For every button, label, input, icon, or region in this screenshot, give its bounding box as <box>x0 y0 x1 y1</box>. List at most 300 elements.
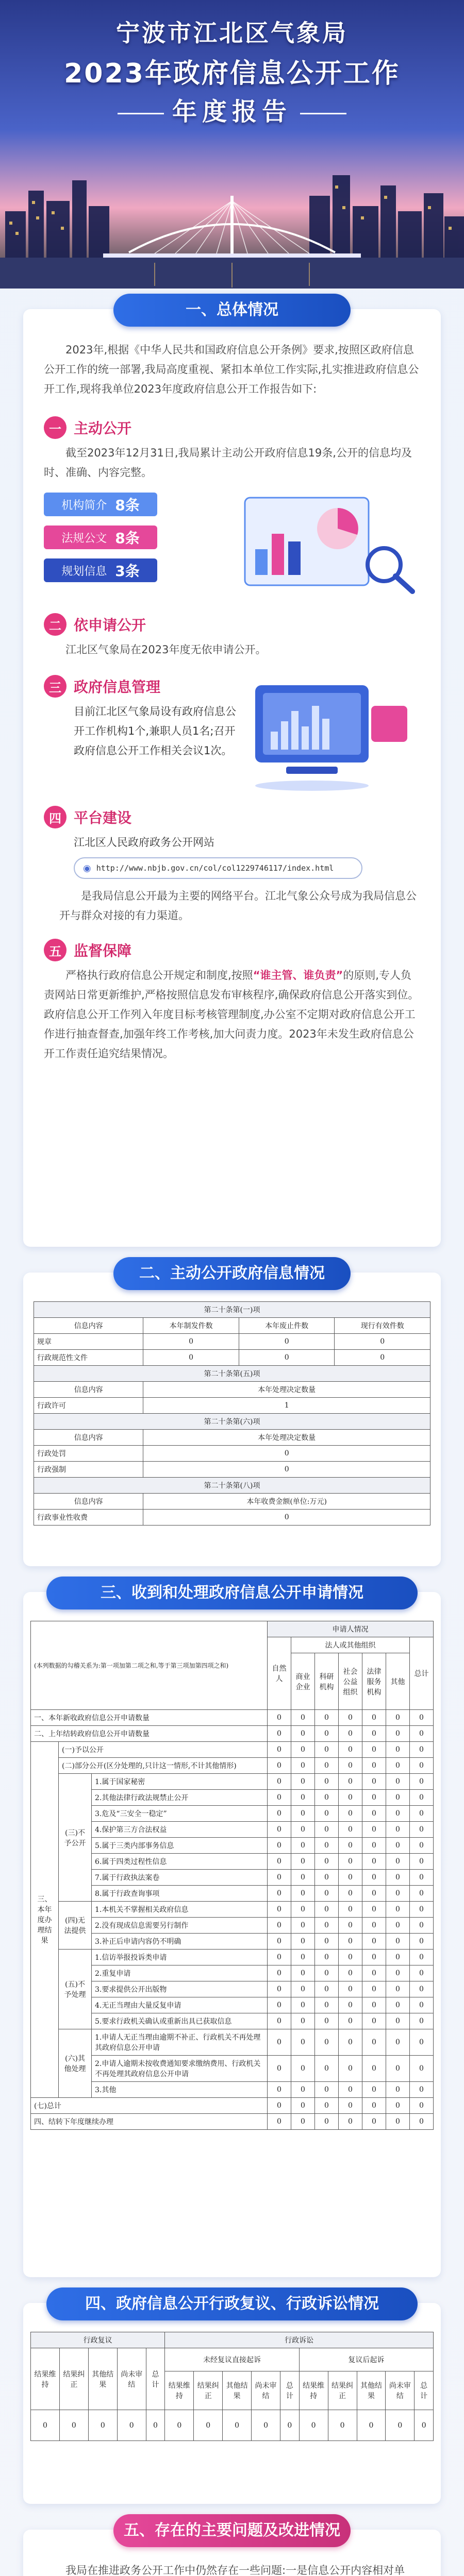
table-col-header: 结果维持 <box>165 2371 194 2410</box>
table-cell: 2.重复申请 <box>92 1965 268 1981</box>
hero-title-year: 2023年政府信息公开工作 <box>64 58 400 89</box>
table-cell: 0 <box>291 2082 315 2098</box>
table-cell: 0 <box>386 1806 410 1822</box>
table-cell: 0 <box>386 1870 410 1886</box>
stat-value: 3条 <box>115 563 140 580</box>
table-cell: 0 <box>268 1870 291 1886</box>
title-divider-right <box>300 113 346 114</box>
hero-title-org: 宁波市江北区气象局 <box>116 19 348 47</box>
table-cell: 0 <box>386 1902 410 1918</box>
section-review-litigation <box>23 2295 441 2504</box>
table-cell: 行政规范性文件 <box>34 1350 143 1366</box>
sub-number-badge: 三 <box>44 675 67 698</box>
sub-number-badge: 四 <box>44 806 67 828</box>
table-cell: 0 <box>410 1981 434 1997</box>
table-cell: 0 <box>339 1774 362 1790</box>
table-col-header: 其他结果 <box>88 2348 117 2410</box>
table-cell: 0 <box>410 1870 434 1886</box>
table-cell: 0 <box>386 1822 410 1838</box>
table-cell: 2.没有现成信息需要另行制作 <box>92 1918 268 1934</box>
table-cell: 0 <box>315 2029 339 2056</box>
table-col-header: 法律服务机构 <box>362 1653 386 1710</box>
table-cell: 0 <box>386 2098 410 2114</box>
table-cell: 0 <box>315 1870 339 1886</box>
table-cell: 0 <box>268 1854 291 1870</box>
table-cell: 0 <box>386 1758 410 1774</box>
table-cell: 0 <box>362 1806 386 1822</box>
section-active-disclosure-banner: 二、主动公开政府信息情况 <box>113 1257 351 1290</box>
table-cell: 0 <box>328 2410 357 2441</box>
table-cell: 0 <box>410 1726 434 1742</box>
table-cell: 0 <box>410 1710 434 1726</box>
table-cell: 0 <box>386 2082 410 2098</box>
table-col-header: 信息内容 <box>34 1382 143 1398</box>
table-cell: 0 <box>339 1758 362 1774</box>
table-cell: 0 <box>410 1742 434 1758</box>
table-col-header: 未经复议直接起诉 <box>165 2348 299 2371</box>
table-group-header: 第二十条第(八)项 <box>34 1478 430 1494</box>
table-cell: 0 <box>362 1854 386 1870</box>
stat-pill <box>44 493 157 516</box>
table-cell: 0 <box>268 1726 291 1742</box>
table-row <box>31 1742 434 1758</box>
table-cell: 0 <box>362 2082 386 2098</box>
table-row <box>34 1510 430 1526</box>
table-cell: 规章 <box>34 1334 143 1350</box>
table-cell: 0 <box>386 2410 415 2441</box>
table-col-header: 总计 <box>410 1637 434 1710</box>
table-col-header: 尚未审结 <box>117 2348 146 2410</box>
table-cell: 0 <box>223 2410 252 2441</box>
table-cell: 0 <box>252 2410 280 2441</box>
table-cell: 0 <box>386 1918 410 1934</box>
table-cell: 0 <box>410 1902 434 1918</box>
table-cell: 0 <box>410 2029 434 2056</box>
table-cell: 0 <box>362 1774 386 1790</box>
table-cell: 行政许可 <box>34 1398 143 1414</box>
table-col-header: 自然人 <box>268 1637 291 1710</box>
table-row <box>34 1334 430 1350</box>
info-management-text: 目前江北区气象局设有政府信息公开工作机构1个,兼职人员1名;召开政府信息公开工作相关会议1次。 <box>74 705 236 757</box>
table-cell: 0 <box>386 1981 410 1997</box>
table-cell: 0 <box>386 1742 410 1758</box>
table-cell: 0 <box>339 1886 362 1902</box>
table-cell: 0 <box>410 1838 434 1854</box>
table-cell: 0 <box>268 1790 291 1806</box>
table-cell: 0 <box>239 1334 335 1350</box>
sub-title: 依申请公开 <box>74 617 146 634</box>
stat-value: 8条 <box>115 530 140 547</box>
dashboard-illustration <box>245 675 415 793</box>
table-row <box>31 1870 434 1886</box>
table-cell: 0 <box>339 1870 362 1886</box>
table-cell: 0 <box>315 1774 339 1790</box>
table-col-header: 信息内容 <box>34 1494 143 1510</box>
table-cell: 0 <box>291 1774 315 1790</box>
table-cell: 0 <box>335 1334 430 1350</box>
table-cell: 0 <box>339 1918 362 1934</box>
hero-title-report-text: 年度报告 <box>172 97 292 126</box>
active-disclosure-table <box>34 1301 430 1526</box>
table-cell: 0 <box>410 1965 434 1981</box>
table-cell: 0 <box>88 2410 117 2441</box>
table-cell: 0 <box>291 1981 315 1997</box>
section-applications-banner: 三、收到和处理政府信息公开申请情况 <box>46 1577 418 1609</box>
table-cell: 0 <box>315 1854 339 1870</box>
table-col-header: 尚未审结 <box>252 2371 280 2410</box>
table-cell: 0 <box>268 2013 291 2029</box>
table-group-header: 行政复议 <box>31 2332 165 2348</box>
table-cell: 0 <box>268 1838 291 1854</box>
table-col-header: 其他结果 <box>223 2371 252 2410</box>
table-cell: 0 <box>143 1462 430 1478</box>
table-cell: 0 <box>339 2013 362 2029</box>
table-col-header: 本年处理决定数量 <box>143 1382 430 1398</box>
table-cell: 0 <box>315 1997 339 2013</box>
table-cell: 0 <box>315 1934 339 1950</box>
table-cell: 0 <box>291 1790 315 1806</box>
table-cell: 0 <box>339 1742 362 1758</box>
table-cell: 0 <box>386 1886 410 1902</box>
table-row <box>31 2098 434 2114</box>
sub-active-disclosure <box>44 416 420 439</box>
table-col-header: 结果维持 <box>299 2371 328 2410</box>
active-disclosure-text: 截至2023年12月31日,我局累计主动公开政府信息19条,公开的信息均及时、准确、内容完整。 <box>44 447 412 479</box>
table-cell: 8.属于行政查询事项 <box>92 1886 268 1902</box>
table-cell: 0 <box>315 1806 339 1822</box>
table-col-header: 本年收费金额(单位:万元) <box>143 1494 430 1510</box>
table-cell: 0 <box>386 1950 410 1965</box>
table-col-header: 科研机构 <box>315 1653 339 1710</box>
table-cell: (五)不予处理 <box>59 1950 92 2029</box>
table-cell: 0 <box>268 1774 291 1790</box>
table-cell: 5.属于三类内部事务信息 <box>92 1838 268 1854</box>
table-cell: 0 <box>386 1838 410 1854</box>
table-col-header: 结果纠正 <box>194 2371 223 2410</box>
table-cell: 0 <box>315 1758 339 1774</box>
hero-title-report <box>0 92 464 127</box>
section-problems-banner: 五、存在的主要问题及改进情况 <box>113 2514 351 2547</box>
table-cell: 0 <box>143 1350 239 1366</box>
analytics-illustration <box>178 493 420 596</box>
table-col-header: 结果纠正 <box>59 2348 88 2410</box>
table-row <box>31 2029 434 2056</box>
table-cell: 0 <box>268 1758 291 1774</box>
supervision-text-a: 严格执行政府信息公开规定和制度,按照 <box>65 969 253 981</box>
table-col-header: 结果维持 <box>31 2348 60 2410</box>
table-cell: 0 <box>339 2098 362 2114</box>
table-cell: 0 <box>357 2410 386 2441</box>
table-row <box>31 1886 434 1902</box>
table-row <box>31 1934 434 1950</box>
table-cell: 0 <box>362 1997 386 2013</box>
table-cell: 0 <box>410 1886 434 1902</box>
table-cell: 0 <box>146 2410 165 2441</box>
table-cell: 0 <box>268 1710 291 1726</box>
table-cell: 0 <box>291 1997 315 2013</box>
table-cell: 0 <box>410 1854 434 1870</box>
sub-info-management <box>44 675 245 698</box>
hero-banner <box>0 0 464 289</box>
table-row <box>31 1838 434 1854</box>
review-litigation-table <box>30 2332 434 2441</box>
table-cell: 3.其他 <box>92 2082 268 2098</box>
table-cell: (三)不予公开 <box>59 1774 92 1902</box>
title-divider-left <box>118 113 164 114</box>
platform-text: 是我局信息公开最为主要的网络平台。江北气象公众号成为我局信息公开与群众对接的有力渠道。 <box>59 890 417 922</box>
table-group-header: 第二十条第(一)项 <box>34 1302 430 1318</box>
table-cell: 0 <box>386 1710 410 1726</box>
table-cell: 0 <box>362 1758 386 1774</box>
table-cell: 0 <box>362 1742 386 1758</box>
table-group-header: 第二十条第(五)项 <box>34 1366 430 1382</box>
table-cell: 0 <box>315 1710 339 1726</box>
table-row <box>31 1758 434 1774</box>
table-cell: 0 <box>268 2029 291 2056</box>
table-cell: 0 <box>362 2114 386 2130</box>
table-row <box>31 1774 434 1790</box>
table-cell: 0 <box>386 2114 410 2130</box>
table-col-header: 本年制发件数 <box>143 1318 239 1334</box>
table-cell: (六)其他处理 <box>59 2029 92 2098</box>
table-row <box>31 1965 434 1981</box>
table-cell: 0 <box>315 2098 339 2114</box>
table-col-header: 信息内容 <box>34 1318 143 1334</box>
table-col-header: 本年废止件数 <box>239 1318 335 1334</box>
table-cell: 0 <box>315 2114 339 2130</box>
table-cell: 0 <box>291 1870 315 1886</box>
table-cell: 0 <box>291 1742 315 1758</box>
table-cell: 0 <box>339 1726 362 1742</box>
platform-url-bar[interactable] <box>74 857 362 879</box>
table-group-header: 第二十条第(六)项 <box>34 1414 430 1430</box>
table-row <box>31 1981 434 1997</box>
stats-list <box>44 493 178 596</box>
stat-value: 8条 <box>115 497 140 514</box>
table-cell: 0 <box>291 1934 315 1950</box>
table-col-header: 社会公益组织 <box>339 1653 362 1710</box>
table-row <box>31 1997 434 2013</box>
stat-label: 规划信息 <box>61 565 107 578</box>
table-cell: 0 <box>362 1822 386 1838</box>
section-problems <box>23 2521 441 2576</box>
table-row <box>31 2114 434 2130</box>
table-cell: 0 <box>362 1965 386 1981</box>
table-cell: 0 <box>291 1918 315 1934</box>
table-row <box>34 1446 430 1462</box>
table-cell: 0 <box>315 1822 339 1838</box>
table-cell: (四)无法提供 <box>59 1902 92 1950</box>
table-row <box>34 1398 430 1414</box>
table-cell: 0 <box>268 1902 291 1918</box>
platform-url[interactable]: http://www.nbjb.gov.cn/col/col1229746117/index.html <box>96 863 334 873</box>
table-row <box>34 1350 430 1366</box>
section-active-disclosure <box>23 1264 441 1566</box>
sub-application-disclosure <box>44 613 420 636</box>
table-row <box>31 2013 434 2029</box>
problems-text: 我局在推进政务公开工作中仍然存在一些问题:一是信息公开内容相对单 <box>65 2564 405 2576</box>
table-col-header: 结果纠正 <box>328 2371 357 2410</box>
table-cell: 0 <box>362 1902 386 1918</box>
table-row <box>31 1710 434 1726</box>
table-col-header: 其他结果 <box>357 2371 386 2410</box>
table-cell: 0 <box>339 1822 362 1838</box>
table-cell: 0 <box>339 2114 362 2130</box>
table-col-header: 总计 <box>280 2371 300 2410</box>
table-cell: 行政处罚 <box>34 1446 143 1462</box>
table-cell: 4.保护第三方合法权益 <box>92 1822 268 1838</box>
table-cell: 0 <box>315 1886 339 1902</box>
table-cell: 0 <box>117 2410 146 2441</box>
table-col-header: 复议后起诉 <box>299 2348 433 2371</box>
table-cell: 1.属于国家秘密 <box>92 1774 268 1790</box>
table-cell: 0 <box>299 2410 328 2441</box>
applications-table <box>30 1621 434 2130</box>
table-cell: 0 <box>268 1997 291 2013</box>
table-cell: 0 <box>339 1997 362 2013</box>
table-cell: 4.无正当理由大量反复申请 <box>92 1997 268 2013</box>
table-cell: 0 <box>362 1886 386 1902</box>
table-cell: 0 <box>291 1710 315 1726</box>
table-cell: 0 <box>268 2114 291 2130</box>
table-cell: 0 <box>239 1350 335 1366</box>
table-cell: 0 <box>268 1981 291 1997</box>
table-cell: 0 <box>339 2082 362 2098</box>
supervision-highlight: “谁主管、谁负责” <box>253 969 343 981</box>
table-cell: 0 <box>339 1950 362 1965</box>
table-cell: 0 <box>339 1981 362 1997</box>
table-cell: 0 <box>291 2098 315 2114</box>
table-cell: 0 <box>386 2013 410 2029</box>
table-cell: 0 <box>386 1790 410 1806</box>
table-cell: 0 <box>362 2029 386 2056</box>
table-cell: 0 <box>315 1950 339 1965</box>
sub-title: 监督保障 <box>74 942 132 959</box>
sub-title: 平台建设 <box>74 809 132 826</box>
table-cell: 三、本年度办理结果 <box>31 1742 59 2098</box>
application-disclosure-text: 江北区气象局在2023年度无依申请公开。 <box>65 643 267 656</box>
table-cell: 1.信访举报投诉类申请 <box>92 1950 268 1965</box>
section-overview <box>23 301 441 1247</box>
sub-number-badge: 二 <box>44 613 67 636</box>
table-cell: 0 <box>268 1950 291 1965</box>
table-cell: 0 <box>362 1981 386 1997</box>
table-cell: 0 <box>362 1790 386 1806</box>
table-cell: 0 <box>291 1886 315 1902</box>
table-cell: 0 <box>362 2098 386 2114</box>
table-cell: 0 <box>268 1965 291 1981</box>
table-cell: 0 <box>31 2410 60 2441</box>
table-cell: 1 <box>143 1398 430 1414</box>
sub-title: 政府信息管理 <box>74 679 161 696</box>
table-cell: 0 <box>386 1726 410 1742</box>
table-row <box>31 1822 434 1838</box>
table-cell: 0 <box>315 2082 339 2098</box>
section-review-litigation-banner: 四、政府信息公开行政复议、行政诉讼情况 <box>46 2287 418 2320</box>
table-cell: 0 <box>291 1902 315 1918</box>
table-cell: 0 <box>291 1806 315 1822</box>
section-applications <box>23 1584 441 2277</box>
table-cell: 0 <box>315 1838 339 1854</box>
table-cell: 0 <box>339 1934 362 1950</box>
stat-label: 法规公文 <box>61 532 107 545</box>
table-cell: 2.其他法律行政法规禁止公开 <box>92 1790 268 1806</box>
table-cell: 0 <box>268 2098 291 2114</box>
table-cell: 1.申请人无正当理由逾期不补正、行政机关不再处理其政府信息公开申请 <box>92 2029 268 2056</box>
table-cell: 0 <box>315 1790 339 1806</box>
table-cell: 0 <box>410 2056 434 2082</box>
table-cell: 0 <box>268 1742 291 1758</box>
table-cell: 0 <box>268 1918 291 1934</box>
table-cell: 0 <box>410 1806 434 1822</box>
table-cell: 0 <box>386 1965 410 1981</box>
table-cell: 0 <box>362 2013 386 2029</box>
table-group-header: 申请人情况 <box>268 1621 434 1637</box>
table-cell: 3.要求提供公开出版物 <box>92 1981 268 1997</box>
globe-icon: ◉ <box>83 862 91 874</box>
table-group-header: 行政诉讼 <box>165 2332 434 2348</box>
supervision-text-b: 的原则,专人负责网站日常更新维护,严格按照信息发布审核程序,确保政府信息公开落实到位。政府信息公开工作列入年度目标考核管理制度,办公室不定期对政府信息公开工作进行抽查督查,加强年终工作考核,加大问责力度。2023年未发生政府信息公开工作责任追究结果情况。 <box>44 969 419 1060</box>
table-col-header: 商业企业 <box>291 1653 315 1710</box>
table-cell: 0 <box>194 2410 223 2441</box>
table-cell: 7.属于行政执法案卷 <box>92 1870 268 1886</box>
table-cell: 0 <box>315 1902 339 1918</box>
table-cell: 0 <box>410 1822 434 1838</box>
table-cell: 1.本机关不掌握相关政府信息 <box>92 1902 268 1918</box>
table-cell: 0 <box>268 2082 291 2098</box>
table-cell: 0 <box>410 1918 434 1934</box>
table-cell: 0 <box>362 1950 386 1965</box>
table-col-header: 其他 <box>386 1653 410 1710</box>
sub-supervision <box>44 939 420 961</box>
table-row <box>31 1806 434 1822</box>
table-cell: 0 <box>291 2114 315 2130</box>
table-cell: 0 <box>315 1726 339 1742</box>
table-cell: 0 <box>410 2013 434 2029</box>
table-cell: 0 <box>362 1870 386 1886</box>
table-col-header: 法人或其他组织 <box>291 1637 410 1653</box>
table-col-header: 现行有效件数 <box>335 1318 430 1334</box>
table-cell: 0 <box>410 1934 434 1950</box>
table-cell: 0 <box>386 2056 410 2082</box>
table-row <box>31 1918 434 1934</box>
table-row <box>31 1726 434 1742</box>
table-cell: 0 <box>315 2013 339 2029</box>
platform-site-name: 江北区人民政府政务公开网站 <box>74 836 214 849</box>
table-cell: 0 <box>386 1934 410 1950</box>
table-cell: 0 <box>143 1334 239 1350</box>
table-col-header: 总计 <box>146 2348 165 2410</box>
table-cell: 0 <box>291 1726 315 1742</box>
table-cell: 0 <box>410 2082 434 2098</box>
table-cell: 3.补正后申请内容仍不明确 <box>92 1934 268 1950</box>
table-cell: 0 <box>291 2029 315 2056</box>
table-cell: 0 <box>268 2056 291 2082</box>
table-cell: 0 <box>291 2013 315 2029</box>
table-cell: (七)总计 <box>31 2098 268 2114</box>
table-cell: 0 <box>362 1710 386 1726</box>
table-col-header: 总计 <box>415 2371 434 2410</box>
table-cell: 0 <box>291 1965 315 1981</box>
table-cell: 0 <box>315 1742 339 1758</box>
table-cell: 0 <box>291 2056 315 2082</box>
stat-label: 机构简介 <box>61 499 107 512</box>
table-cell: 0 <box>410 2098 434 2114</box>
table-row <box>31 1854 434 1870</box>
table-cell: 四、结转下年度继续办理 <box>31 2114 268 2130</box>
table-cell: 0 <box>410 2114 434 2130</box>
table-cell: 0 <box>410 1950 434 1965</box>
